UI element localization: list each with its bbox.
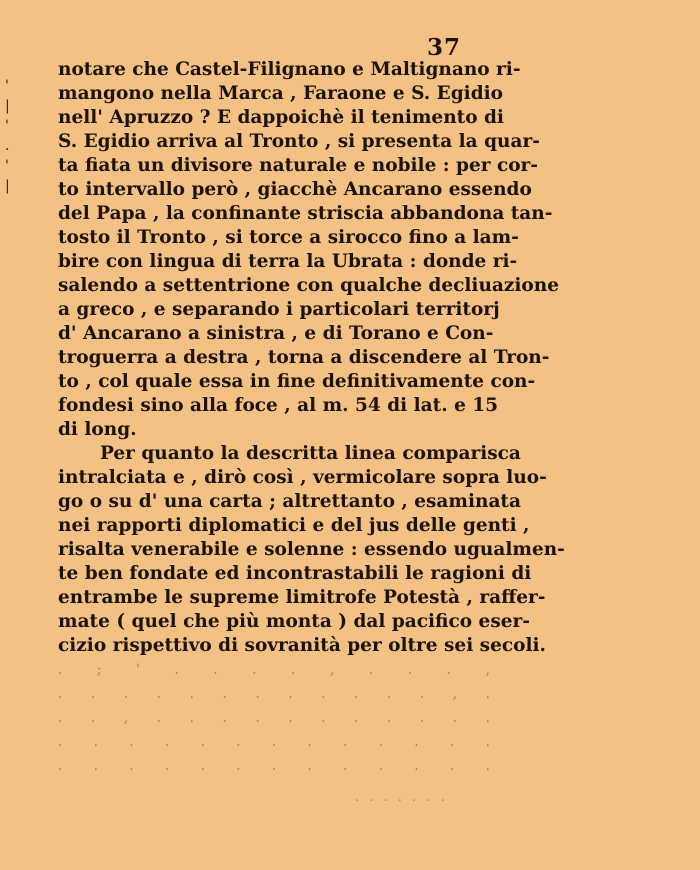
margin-mark: | xyxy=(5,178,10,194)
paragraph-1 xyxy=(58,58,559,442)
bleed-through-line: . . . . . . . . . . . . . xyxy=(58,734,492,750)
margin-mark: ' xyxy=(5,118,9,134)
text-line: entrambe le supreme limitrofe Potestà , raffer- xyxy=(58,587,546,608)
text-line: ta fiata un divisore naturale e nobile : per cor- xyxy=(58,155,538,176)
text-line: a greco , e separando i particolari territorj xyxy=(58,299,500,320)
margin-mark: | xyxy=(5,98,10,114)
text-line: fondesi sino alla foce , al m. 54 di lat. e 15 xyxy=(58,395,499,416)
bleed-through-text xyxy=(58,658,492,778)
text-line: salendo a settentrione con qualche decliuazione xyxy=(58,275,559,296)
body-text xyxy=(58,58,565,778)
text-line: notare che Castel-Filignano e Maltignano ri- xyxy=(58,59,521,80)
text-line: tosto il Tronto , si torce a sirocco fino a lam- xyxy=(58,227,519,248)
bleed-through-line: . ; ' . . . . , . . . , xyxy=(58,662,492,678)
bleed-through-line: . . . . . . . . . . . . . xyxy=(58,758,492,774)
text-line: te ben fondate ed incontrastabili le ragioni di xyxy=(58,563,532,584)
text-line: cizio rispettivo di sovranità per oltre sei secoli. xyxy=(58,635,546,656)
page-number: 37 xyxy=(427,34,462,61)
margin-mark: . xyxy=(5,138,10,154)
text-line: del Papa , la confinante striscia abbandona tan- xyxy=(58,203,553,224)
text-line: di long. xyxy=(58,419,137,440)
paragraph-2 xyxy=(58,442,565,658)
margin-mark: ' xyxy=(5,158,9,174)
text-line: intralciata e , dirò così , vermicolare sopra luo- xyxy=(58,467,547,488)
text-line: d' Ancarano a sinistra , e di Torano e Con- xyxy=(58,323,494,344)
text-line: to intervallo però , giacchè Ancarano essendo xyxy=(58,179,532,200)
text-line: Per quanto la descritta linea comparisca xyxy=(100,443,521,464)
margin-marks xyxy=(5,76,10,196)
text-line: troguerra a destra , torna a discendere al Tron- xyxy=(58,347,550,368)
bleed-through-line: . . , . . . . . . . . . . . xyxy=(58,710,492,726)
text-line: nell' Apruzzo ? E dappoichè il tenimento di xyxy=(58,107,504,128)
text-line: to , col quale essa in fine definitivamente con- xyxy=(58,371,536,392)
text-line: mate ( quel che più monta ) dal pacifico eser- xyxy=(58,611,530,632)
text-line: go o su d' una carta ; altrettanto , esaminata xyxy=(58,491,521,512)
margin-mark: ' xyxy=(5,78,9,94)
text-line: mangono nella Marca , Faraone e S. Egidio xyxy=(58,83,504,104)
footer-mark: . . . . . . . xyxy=(355,790,448,805)
text-line: bire con lingua di terra la Ubrata : donde ri- xyxy=(58,251,518,272)
text-line: risalta venerabile e solenne : essendo ugualmen- xyxy=(58,539,565,560)
bleed-through-line: . . . . . . . . . . . . , . xyxy=(58,686,492,702)
text-line: nei rapporti diplomatici e del jus delle genti , xyxy=(58,515,530,536)
text-line: S. Egidio arriva al Tronto , si presenta la quar- xyxy=(58,131,540,152)
